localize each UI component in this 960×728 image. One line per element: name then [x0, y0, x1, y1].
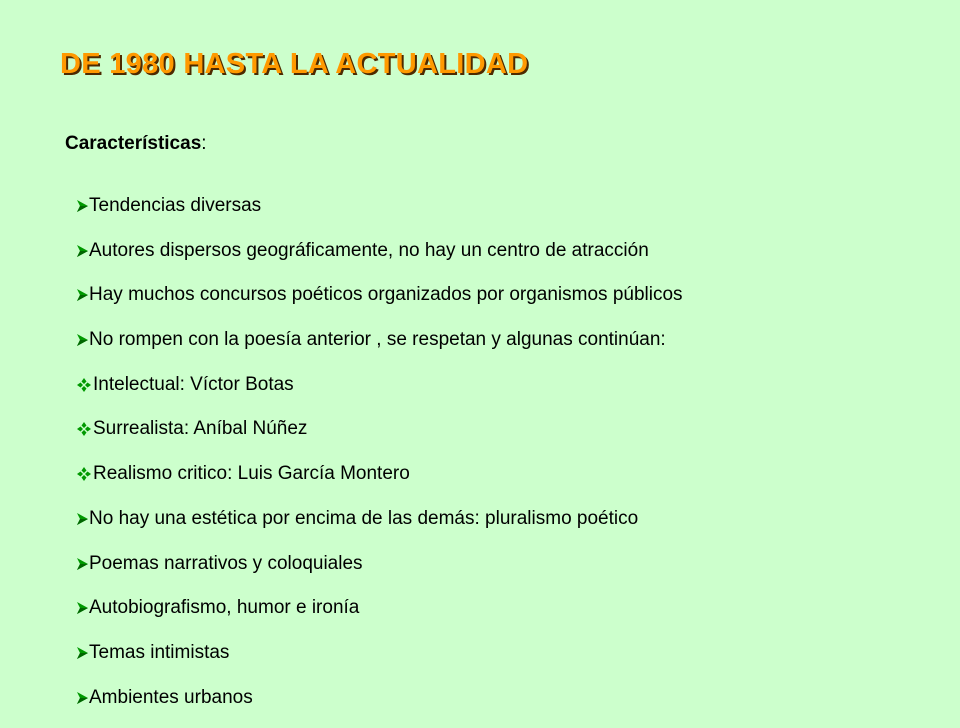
list-item-text: Ambientes urbanos	[89, 686, 253, 708]
list-item-text: Autores dispersos geográficamente, no hay un centro de atracción	[89, 239, 649, 261]
list-item	[76, 192, 683, 237]
subtitle-colon: :	[201, 133, 207, 154]
list-item	[76, 371, 683, 416]
list-item	[76, 505, 683, 550]
list-item-text: No rompen con la poesía anterior , se respetan y algunas continúan:	[89, 329, 666, 351]
arrow-bullet-icon	[76, 550, 89, 578]
diamond-bullet-icon	[76, 371, 93, 399]
list-item	[76, 326, 683, 371]
list-item	[76, 550, 683, 595]
list-item-text: Tendencias diversas	[89, 195, 262, 216]
arrow-bullet-icon	[76, 639, 89, 667]
list-item-text: Intelectual: Víctor Botas	[93, 373, 294, 395]
list-item-text: Temas intimistas	[89, 641, 230, 663]
list-item-text: Poemas narrativos y coloquiales	[89, 552, 363, 574]
list-item	[76, 594, 683, 639]
list-item-text: No hay una estética por encima de las demás: pluralismo poético	[89, 507, 639, 529]
arrow-bullet-icon	[76, 594, 89, 622]
list-item-text: Surrealista: Aníbal Núñez	[93, 418, 308, 440]
list-item	[76, 281, 683, 326]
diamond-bullet-icon	[76, 415, 93, 443]
list-item	[76, 639, 683, 684]
list-item	[76, 460, 683, 505]
list-item	[76, 237, 683, 282]
arrow-bullet-icon	[76, 326, 89, 354]
arrow-bullet-icon	[76, 505, 89, 533]
list-item	[76, 415, 683, 460]
arrow-bullet-icon	[76, 684, 89, 712]
list-item-text: Hay muchos concursos poéticos organizados por organismos públicos	[89, 284, 683, 306]
arrow-bullet-icon	[76, 192, 89, 220]
list-item-text: Realismo critico: Luis García Montero	[93, 463, 410, 485]
list-item	[76, 684, 683, 728]
diamond-bullet-icon	[76, 460, 93, 488]
subtitle-label: Características	[65, 133, 202, 154]
arrow-bullet-icon	[76, 237, 89, 265]
slide-title: DE 1980 HASTA LA ACTUALIDAD	[60, 48, 529, 80]
arrow-bullet-icon	[76, 281, 89, 309]
bullet-list	[76, 192, 683, 728]
slide-subtitle	[65, 133, 207, 155]
list-item-text: Autobiografismo, humor e ironía	[89, 597, 360, 619]
